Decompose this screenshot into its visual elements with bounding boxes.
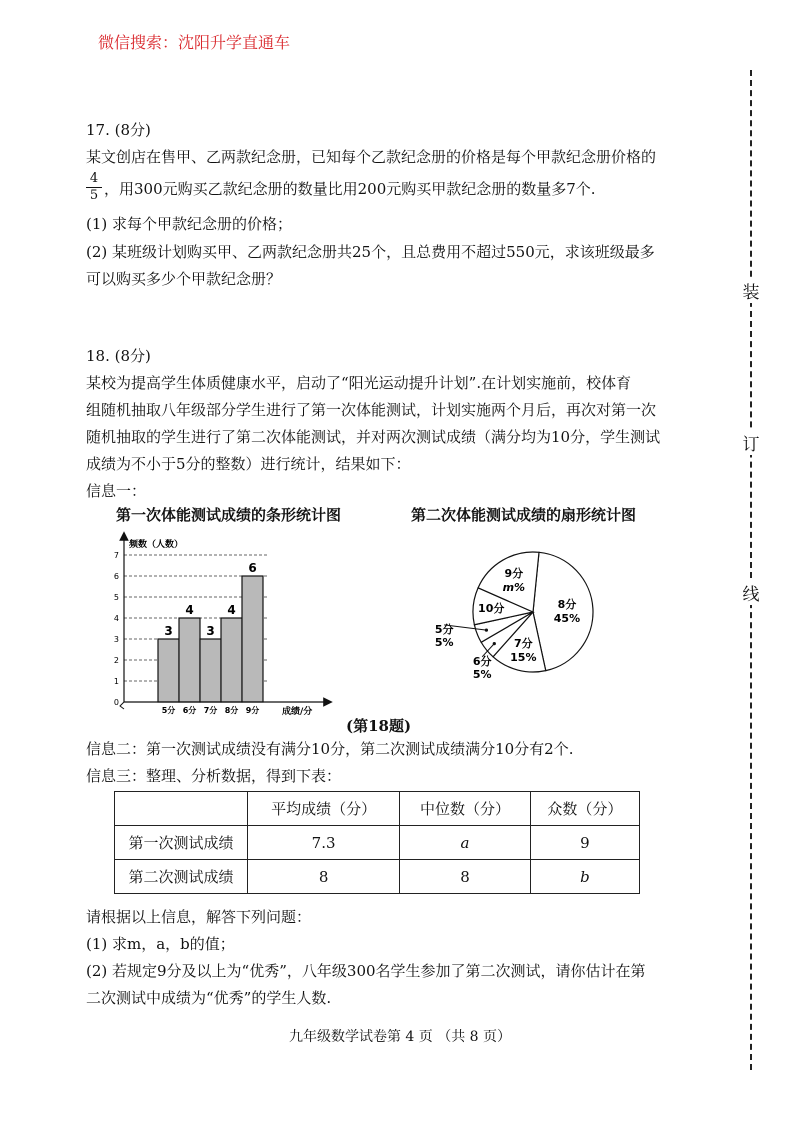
y-tick-label: 2 — [113, 656, 119, 665]
bar — [179, 618, 200, 702]
figure-caption: (第18题) — [346, 717, 412, 735]
y-tick-label: 4 — [113, 614, 119, 623]
q18-p3: 随机抽取的学生进行了第二次体能测试，并对两次测试成绩（满分均为10分，学生测试 — [86, 428, 661, 446]
binding-char-xian: 线 — [741, 580, 761, 605]
pie-pointer-tip — [485, 629, 488, 632]
pie-label: 5分 — [434, 622, 454, 636]
pie-label: 15% — [510, 650, 537, 664]
y-tick-label: 5 — [113, 593, 119, 602]
q18-p2: 组随机抽取八年级部分学生进行了第一次体能测试，计划实施两个月后，再次对第一次 — [86, 401, 657, 419]
pie-label: 6分 — [472, 654, 492, 668]
q18-info2: 信息二：第一次测试成绩没有满分10分，第二次测试成绩满分10分有2个. — [86, 740, 574, 758]
page-footer: 九年级数学试卷第 4 页 （共 8 页） — [288, 1029, 512, 1045]
q17-line1: 某文创店在售甲、乙两款纪念册，已知每个乙款纪念册的价格是每个甲款纪念册价格的 — [86, 148, 657, 166]
bar — [242, 576, 263, 702]
q18-p1: 某校为提高学生体质健康水平，启动了“阳光运动提升计划”.在计划实施前，校体育 — [86, 374, 632, 392]
table-header-cell: 众数（分） — [530, 792, 639, 826]
pie-label: 5% — [472, 667, 492, 681]
table-cell: a — [400, 826, 531, 860]
table-cell: b — [530, 860, 639, 894]
q17-heading: 17. (8分) — [86, 121, 151, 139]
table-header-cell — [115, 792, 248, 826]
table-row — [115, 860, 640, 894]
q17-fraction — [86, 172, 102, 203]
binding-char-zhuang: 装 — [741, 278, 761, 303]
y-axis-label: 频数（人数） — [129, 540, 184, 550]
y-tick-label: 6 — [113, 572, 119, 581]
q17-frac-num: 4 — [89, 171, 99, 186]
x-tick-label: 7分 — [203, 706, 218, 715]
q18-heading: 18. (8分) — [86, 347, 151, 365]
pie-label: 5% — [434, 635, 454, 649]
table-cell: 7.3 — [248, 826, 400, 860]
x-tick-label: 8分 — [224, 706, 239, 715]
pie-chart — [434, 545, 630, 710]
q17-frac-den: 5 — [89, 188, 99, 203]
bar-value-label: 3 — [206, 624, 215, 638]
q18-sub2b: 二次测试中成绩为“优秀”的学生人数. — [86, 989, 332, 1007]
pie-chart-title: 第二次体能测试成绩的扇形统计图 — [411, 506, 637, 524]
x-tick-label: 9分 — [245, 706, 260, 715]
x-axis-label: 成绩/分 — [282, 707, 313, 717]
pie-label: m% — [502, 581, 526, 595]
axis-break — [120, 702, 124, 709]
y-tick-label: 0 — [113, 698, 119, 707]
table-header-cell: 平均成绩（分） — [248, 792, 400, 826]
stats-table — [114, 791, 640, 894]
q17-sub1: (1) 求每个甲款纪念册的价格； — [86, 215, 293, 233]
table-cell: 9 — [530, 826, 639, 860]
y-tick-label: 7 — [113, 551, 119, 560]
table-cell: 8 — [400, 860, 531, 894]
q18-info3: 信息三：整理、分析数据，得到下表： — [86, 767, 342, 785]
pie-label: 7分 — [514, 636, 533, 650]
pie-pointer-tip — [493, 642, 496, 645]
table-header-cell: 中位数（分） — [400, 792, 531, 826]
q18-ask: 请根据以上信息，解答下列问题： — [86, 908, 312, 926]
q17-sub2b: 可以购买多少个甲款纪念册？ — [86, 270, 282, 288]
pie-label: 9分 — [504, 567, 524, 581]
bar-value-label: 4 — [227, 603, 236, 617]
bar-value-label: 3 — [164, 624, 173, 638]
q18-info1: 信息一： — [86, 482, 147, 500]
table-row — [115, 826, 640, 860]
q18-sub1: (1) 求m，a，b的值； — [86, 935, 235, 953]
y-tick-label: 1 — [113, 677, 119, 686]
bar — [158, 639, 179, 702]
bar-chart-title: 第一次体能测试成绩的条形统计图 — [116, 506, 342, 524]
bar-value-label: 6 — [248, 561, 257, 575]
pie-label: 10分 — [478, 601, 505, 615]
y-tick-label: 3 — [113, 635, 119, 644]
x-tick-label: 6分 — [182, 706, 197, 715]
bar-value-label: 4 — [185, 603, 194, 617]
table-header-row — [115, 792, 640, 826]
pie-label: 45% — [553, 612, 581, 626]
watermark: 微信搜索：沈阳升学直通车 — [98, 33, 291, 52]
bar-chart — [100, 528, 340, 718]
bar — [221, 618, 242, 702]
q18-sub2a: (2) 若规定9分及以上为“优秀”，八年级300名学生参加了第二次测试，请你估计在第 — [86, 962, 646, 980]
binding-char-ding: 订 — [741, 430, 761, 455]
table-cell: 第一次测试成绩 — [115, 826, 248, 860]
table-cell: 8 — [248, 860, 400, 894]
x-tick-label: 5分 — [161, 706, 176, 715]
q17-sub2a: (2) 某班级计划购买甲、乙两款纪念册共25个，且总费用不超过550元，求该班级最多 — [86, 243, 655, 261]
pie-label: 8分 — [557, 598, 577, 612]
q18-p4: 成绩为不小于5分的整数）进行统计，结果如下： — [86, 455, 411, 473]
bar — [200, 639, 221, 702]
table-cell: 第二次测试成绩 — [115, 860, 248, 894]
binding-dashed-line — [750, 70, 752, 1070]
q17-line2: ，用300元购买乙款纪念册的数量比用200元购买甲款纪念册的数量多7个. — [104, 180, 596, 198]
